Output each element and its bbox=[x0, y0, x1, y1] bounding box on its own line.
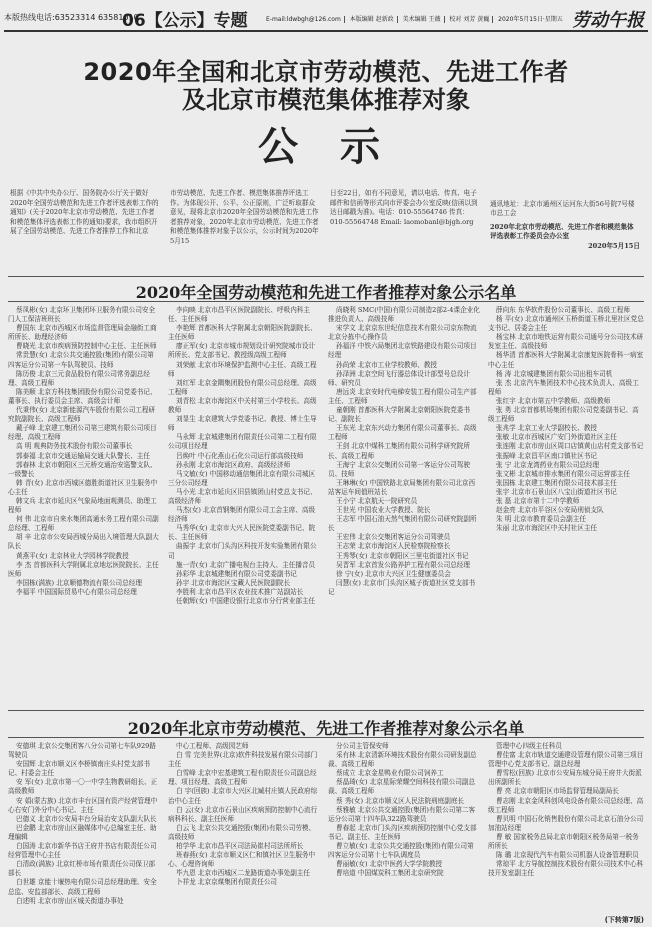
header-info bbox=[266, 14, 563, 23]
nominee-entry: 白云飞 北京公共交通控股(集团)有限公司劳模、高级技师 bbox=[168, 823, 316, 841]
nominee-entry: 李 杰 首都医科大学附属北京地坛医院院长、主任医师 bbox=[8, 560, 159, 578]
nominee-entry: 马小光 北京市延庆区旧县镇团山村党总支书记、高级经济师 bbox=[168, 487, 317, 505]
nominee-entry: 曹晓光 北京市疾病预防控制中心主任、主任医师 bbox=[16, 342, 157, 351]
nominee-entry: 白 雪 完美世界(北京)软件科技发展有限公司部门主任 bbox=[168, 751, 318, 769]
hotline-text: 本版热线电话:63523314 63581010 bbox=[4, 13, 139, 22]
nominee-entry: 朱丽 北京市海淀区中关村社区主任 bbox=[496, 524, 598, 533]
national-list-column-4 bbox=[488, 306, 644, 702]
nominee-entry: 薛向东 东华软件股份公司董事长、高级工程师 bbox=[496, 306, 630, 314]
intro-column-3: 日至22日，如有不同意见，请以电话、传真、电子邮件和信函等形式向市评委会办公室反映(信函以到达日邮戳为准)。电话：010-55564746 传真：010-55564748 Email: laomobanl@bjgh.org bbox=[330, 189, 478, 226]
nominee-entry: 王志荣 北京市海淀区人民检察院检察长 bbox=[336, 542, 451, 551]
nominee-entry: 张 杰 北京汽车集团技术中心技术负责人、高级工程师 bbox=[488, 378, 639, 396]
editor-text: 本版编辑 赵新政 bbox=[349, 16, 394, 23]
nominee-entry: 孙泽洲 北京空间飞行器总体设计部型号总设计师、研究员 bbox=[328, 369, 470, 387]
nominee-entry: 何 伟 北京市自来水集团高通水务工程有限公司副总经理、工程师 bbox=[8, 515, 159, 533]
nominee-entry: 杨宝林 北京市地铁运营有限公司通号分公司技术研发室主任、高级技师 bbox=[488, 333, 644, 351]
email-text: E-mail:ldwbgh@126.com bbox=[266, 16, 341, 23]
nominee-entry: 黄燕平(女) 北京林业大学园林学院教授 bbox=[16, 551, 129, 560]
nominee-entry: 李国栋(满族) 北京顺德物流有限公司总经理 bbox=[16, 578, 142, 587]
nominee-entry: 张文彬 北京城市排水集团有限公司运营部主任 bbox=[496, 469, 630, 478]
nominee-entry: 安 军(女) 北京市第一〇一中学生物教研组长、正高级教师 bbox=[8, 778, 158, 796]
mailing-address: 通讯地址：北京市通州区运河东大街56号院7号楼市总工会 bbox=[490, 200, 635, 218]
nominee-entry: 卜祥龙 北京京煤集团有限责任公司 bbox=[176, 878, 278, 887]
nominee-entry: 童朝刚 首都医科大学附属北京朝阳医院党委书记、副院长 bbox=[328, 406, 470, 424]
nominee-entry: 代秉伟(女) 北京新能源汽车股份有限公司工程研究院副院长、高级工程师 bbox=[8, 406, 156, 424]
nominee-entry: 杨 涛 北京城建集团有限公司出租车司机 bbox=[496, 369, 613, 378]
nominee-entry: 王海宁 北京公交集团公司第一客运分公司驾驶员、技师 bbox=[328, 460, 470, 478]
nominee-entry: 吴晋军 北京首发公路养护工程有限公司总经理 bbox=[336, 560, 470, 569]
nominee-entry: 王剑 北京中煤科工集团有限公司科学研究院所长、高级工程师 bbox=[328, 442, 470, 460]
nominee-entry: 孙永刚 北京市海淀区政府、高级经济师 bbox=[176, 460, 291, 469]
nominee-entry: 孙福洋 中铁六局集团北京铁路建设有限公司项目经理 bbox=[328, 342, 477, 360]
notice-date: 2020年5月15日 bbox=[588, 241, 640, 250]
beijing-list-column-3 bbox=[328, 742, 480, 922]
nominee-entry: 马杰(女) 北京首钢集团有限公司工会主席、高级经济师 bbox=[168, 506, 316, 524]
nominee-entry: 朱 明 北京市教育委员会副主任 bbox=[496, 515, 586, 524]
nominee-entry: 张宇 北京市石景山区八宝山街道社区书记 bbox=[496, 487, 617, 496]
committee-office: 2020年北京市劳动模范、先进工作者和模范集体评选表彰工作委员会办公室 bbox=[490, 222, 634, 241]
intro-contact-note bbox=[490, 200, 640, 251]
nominee-entry: 吕焕叶 中石化燕山石化公司运行部高级技师 bbox=[176, 451, 304, 460]
nominee-entry: 陈美顺 北京方科技集团股份有限公司党委书记、董事长、执行委员会主席、高级会计师 bbox=[8, 387, 157, 405]
nominee-entry: 张红宇 北京市第五中学教师、高级教师 bbox=[496, 396, 611, 405]
nominee-entry: 刘红军 北京金隅集团股份有限公司总经理、高级工程师 bbox=[168, 378, 317, 396]
nominee-entry: 王琳琳(女) 中国铁路北京局集团有限公司北京西站客运车间值班站长 bbox=[328, 478, 476, 496]
nominee-entry: 采有林 北京清新环境技术股份有限公司研发副总裁、高级工程师 bbox=[328, 751, 477, 769]
nominee-entry: 常琼平 北方导航控制技术股份有限公司技术中心科技开发室副主任 bbox=[488, 860, 644, 878]
main-title-line1: 2020年全国和北京市劳动模范、先进工作者 bbox=[83, 58, 569, 86]
nominee-entry: 孙尚荣 北京市工业学校教师、教授 bbox=[336, 360, 438, 369]
main-title-gongshi: 公 示 bbox=[258, 124, 394, 170]
nominee-entry: 胡 辛 北京市公安局西城分局出入境管理大队副大队长 bbox=[8, 533, 159, 551]
nominee-entry: 安德琪 北京公交集团客八分公司第七车队929路驾驶员 bbox=[8, 742, 156, 760]
national-list-column-1 bbox=[8, 306, 160, 702]
nominee-entry: 王世光 中国农业大学教授、院长 bbox=[336, 506, 431, 515]
nominee-entry: 蔡成立 北京金星鸭业有限公司饲养工 bbox=[336, 769, 444, 778]
nominee-entry: 马文敏(女) 中国移动通信集团北京有限公司城区三分公司经理 bbox=[168, 469, 316, 487]
main-title-line2: 及北京市模范集体推荐对象 bbox=[182, 86, 470, 114]
nominee-entry: 王小宁 北京航天一院研究员 bbox=[336, 496, 418, 505]
page-label: 06【公示】专题 bbox=[122, 11, 248, 31]
nominee-entry: 曹贝明 中国石化销售股份有限公司北京石油分公司加油站经理 bbox=[488, 814, 644, 832]
nominee-entry: 柏学华 北京市昌平区司法局崔村司法所所长 bbox=[176, 842, 304, 851]
nominee-entry: 曹雪松(回族) 北京市公安局东城分局王府井大街派出所副所长 bbox=[488, 769, 642, 787]
nominee-entry: 张兆学 北京工业大学副校长、教授 bbox=[496, 424, 598, 433]
divider bbox=[8, 276, 644, 277]
nominee-entry: 安国辉 北京市顺义区李桥镇南庄头村党支部书记、村委会主任 bbox=[8, 760, 150, 778]
nominee-entry: 曹培道 中国煤炭科工集团北京研究院 bbox=[336, 869, 444, 878]
nominee-entry: 王宏伟 北京公交集团客运分公司驾驶员 bbox=[336, 533, 451, 542]
newspaper-logo: 劳动午报 bbox=[572, 10, 644, 31]
section-heading-national: 2020年全国劳动模范和先进工作者推荐对象公示名单 bbox=[135, 283, 517, 302]
nominee-entry: 曹丽敏(女) 北京中医药大学学院教授 bbox=[336, 860, 443, 869]
nominee-entry: 张连刚 北京市房山区周口店镇黄山店村党支部书记 bbox=[496, 442, 644, 451]
nominee-entry: 尚晓利 SMC(中国)有限公司制造2部2-4课企业化推进负责人、高级技师 bbox=[328, 306, 480, 324]
nominee-entry: 蔡凤彬(女) 北京环卫集团环卫服务有限公司安全门人工保洁班班长 bbox=[8, 306, 156, 324]
nominee-entry: 韩 青(女) 北京市西城区德胜街道社区卫生服务中心主任 bbox=[8, 478, 158, 496]
nominee-entry: 蔡晶琦(女) 北京星际荣耀空间科技有限公司副总裁、高级工程师 bbox=[328, 778, 476, 796]
nominee-entry: 郭泰福 北京市交通运输局交通大队警长、主任 bbox=[16, 451, 150, 460]
nominee-entry: 管理中心四级主任科员 bbox=[496, 742, 562, 750]
continued-note: (下转第7版) bbox=[604, 916, 644, 924]
proofreader-text: 校对 刘芳 黄巍 bbox=[449, 16, 490, 23]
nominee-entry: 张振峰 北京昌平区南口镇社区书记 bbox=[496, 451, 598, 460]
nominee-entry: 孙宇 北京市海淀区宝藏人民医院副院长 bbox=[176, 578, 291, 587]
divider bbox=[8, 737, 644, 738]
nominee-entry: 刘荣献 北京市环境保护监测中心主任、高级工程师 bbox=[168, 360, 317, 378]
nominee-entry: 闫慧(女) 北京市门头沟区城子街道社区党支部书记 bbox=[328, 578, 476, 596]
nominee-entry: 张 磊 北京市第十二中学教师 bbox=[496, 496, 580, 505]
nominee-entry: 曹立敏(女) 北京公共交通控股(集团)有限公司第四客运分公司第十七车队调度员 bbox=[328, 842, 474, 860]
nominee-entry: 中心工程师、高级园艺师 bbox=[176, 742, 249, 750]
nominee-entry: 张国栋 北京建工集团有限公司技术部主任 bbox=[496, 478, 617, 487]
nominee-entry: 白述明 北京市房山区城关街道办事处 bbox=[16, 896, 124, 905]
nominee-entry: 常贵慧(女) 北京公共交通控股(集团)有限公司第四客运分公司第一车队驾驶员、技师 bbox=[8, 351, 154, 369]
nominee-entry: 白 云(女) 北京市石景山区疾病预防控制中心流行病科科长、副主任医师 bbox=[168, 805, 318, 823]
nominee-entry: 马秀华(女) 北京市大兴人民医院党委副书记、院长、主任医师 bbox=[168, 524, 316, 542]
nominee-entry: 毕九恩 北京市西城区二龙路街道办事处副主任 bbox=[176, 869, 310, 878]
nominee-entry: 巴德义 北京市公安局丰台分局治安支队副大队长 bbox=[16, 814, 157, 823]
nominee-entry: 蔡 秀(女) 北京市顺义区人民法院刑庭副庭长 bbox=[336, 796, 465, 805]
nominee-entry: 张 勇 北京首都机场集团有限公司党委副书记、高级工程师 bbox=[488, 406, 639, 424]
nominee-entry: 安 娟(蒙古族) 北京市丰台区国有资产经营管理中心右安门外分中心书记、主任 bbox=[8, 796, 158, 814]
nominee-entry: 刘显生 北京建筑大学党委书记、教授、博士生导师 bbox=[168, 415, 317, 433]
nominee-entry: 李胜利 北京市昌平区农业技术推广站副站长 bbox=[176, 587, 304, 596]
nominee-entry: 杨华清 首都医科大学附属北京康复医院骨科一病室中心主任 bbox=[488, 351, 644, 369]
art-editor-text: 美术编辑 王薇 bbox=[402, 16, 441, 23]
nominee-entry: 杨 平(女) 北京市通州区玉桥街道玉桥北里社区党总支书记、居委会主任 bbox=[488, 315, 644, 333]
nominee-entry: 徐 宁(女) 北京市大兴区卫生健康委员会 bbox=[336, 569, 451, 578]
nominee-entry: 刘青松 北京市海淀区中关村第三小学校长、高级教师 bbox=[168, 396, 317, 415]
date-text: 2020年5月15日·星期五 bbox=[498, 16, 563, 23]
nominee-entry: 曹春起 北京市门头沟区疾病预防控制中心党支部书记、副主任、主任医师 bbox=[328, 823, 477, 841]
nominee-entry: 蔡雅敏 北京公共交通控股(集团)有限公司第二客运分公司第十四车队322路驾驶员 bbox=[328, 805, 476, 823]
nominee-entry: 孙彩华 北京城建集团有限公司党委副书记 bbox=[176, 569, 297, 578]
nominee-entry: 陈 璐 北京现代汽车有限公司机器人设备管理职员 bbox=[496, 851, 639, 860]
divider bbox=[8, 301, 644, 302]
nominee-entry: 韩文兵 北京市延庆区气象局地面观测员、助理工程师 bbox=[8, 496, 157, 515]
beijing-list-column-2 bbox=[168, 742, 320, 922]
beijing-list-column-4 bbox=[488, 742, 644, 914]
nominee-entry: 曹 敏 国家税务总局北京市朝阳区税务局第一税务所所长 bbox=[488, 832, 639, 851]
nominee-entry: 王东光 北京东兴动力集团有限公司董事长、高级工程师 bbox=[328, 424, 477, 442]
national-list-column-2 bbox=[168, 306, 320, 702]
nominee-entry: 巴金鹏 北京市房山区融媒体中心总编室主任、助理编辑 bbox=[8, 823, 157, 841]
nominee-entry: 白清政(满族) 北京红桥市场有限责任公司保卫部部长 bbox=[8, 860, 156, 878]
nominee-entry: 曹佳富 北京市轨道交通建设管理有限公司第三项目管理中心党支部书记、副总经理 bbox=[488, 751, 644, 769]
nominee-entry: 曹 亮 北京市朝阳区市场监督管理局副局长 bbox=[496, 787, 619, 796]
nominee-entry: 王志军 中国石油天然气集团有限公司研究院副所长 bbox=[328, 515, 477, 533]
nominee-entry: 曹国东 北京市西城区市场监督管理局金融街工商所所长、助理经济师 bbox=[8, 324, 157, 342]
nominee-entry: 戴子峰 北京建工集团公司第三建筑有限公司项目经理、高级工程师 bbox=[8, 424, 157, 442]
nominee-entry: 郭春林 北京市朝阳区三元桥交通治安巡警支队、一级警长 bbox=[8, 460, 157, 478]
nominee-entry: 唐远炎 北京安时代电梯安装工程有限公司生产部主任、工程师 bbox=[328, 387, 477, 405]
divider bbox=[8, 710, 644, 711]
nominee-entry: 廖正军(女) 北京市城市规划设计研究院城市设计所所长、党支部书记、教授级高级工程师 bbox=[168, 342, 316, 360]
nominee-entry: 白雪峰 北京中宏基建筑工程有限责任公司副总经理、项目经理、高级工程师 bbox=[168, 769, 317, 787]
nominee-entry: 李艳辉 首都医科大学附属北京朝阳医院副院长、主任医师 bbox=[168, 324, 317, 342]
nominee-entry: 高 明 观典防务技术股份有限公司董事长 bbox=[16, 442, 133, 451]
intro-column-1: 根据《中共中央办公厅、国务院办公厅关于做好2020年全国劳动模范和先进工作者评选表彰工作的通知》(关于2020年北京市劳动模范、先进工作者和模范集体评选表彰工作的通知)要求，我市组织开展了全国劳动模范、先进工作者推荐工作和北京 bbox=[10, 189, 159, 236]
nominee-entry: 分公司主管保安师 bbox=[336, 742, 389, 750]
beijing-list-column-1 bbox=[8, 742, 160, 922]
nominee-entry: 班春燕(女) 北京市顺义区仁和镇社区卫生服务中心、心理咨询师 bbox=[168, 851, 316, 869]
nominee-entry: 李向映 北京市昌平区医院副院长、呼吸内科主任、主任医师 bbox=[168, 306, 310, 324]
nominee-entry: 曹志刚 北京金风科创风电设备有限公司总经理、高级工程师 bbox=[488, 796, 644, 814]
nominee-entry: 施一青(女) 北京广播电视台主持人、主任播音员 bbox=[176, 560, 316, 569]
nominee-entry: 白 宇(回族) 北京市大兴区北臧村庄镇人民政府综治中心主任 bbox=[168, 787, 318, 805]
page-header bbox=[4, 4, 648, 32]
nominee-entry: 白国涛 北京市新华书店王府井书店有限责任公司经营管理中心主任 bbox=[8, 842, 157, 860]
nominee-entry: 宋学文 北京京东世纪信息技术有限公司京东物流北京分拣中心操作员 bbox=[328, 324, 477, 342]
nominee-entry: 任朝辉(女) 中国建设银行北京市分行营业部主任 bbox=[176, 597, 316, 605]
nominee-entry: 张敏 北京市西城区广安门外街道社区主任 bbox=[496, 433, 617, 442]
nominee-entry: 李福平 中国国际贸易中心有限公司总经理 bbox=[16, 587, 137, 596]
nominee-entry: 陈历俊 北京三元食品股份有限公司常务副总经理、高级工程师 bbox=[8, 369, 150, 387]
nominee-entry: 曲振宇 北京市门头沟区科技开发实验集团有限公司 bbox=[168, 542, 317, 560]
national-list-column-3 bbox=[328, 306, 480, 702]
nominee-entry: 王秀琴(女) 北京市朝阳区三里屯街道社区书记 bbox=[336, 551, 469, 560]
intro-column-2: 市劳动模范、先进工作者、模范集体推荐评选工作。为体现公开、公平、公正原则，广泛听取群众意见，现将北京市2020年全国劳动模范和先进工作者推荐对象，2020年北京市劳动模范、先进工作者和模范集体推荐对象予以公示，公示时间为2020年5月15 bbox=[170, 189, 319, 245]
nominee-entry: 马永辉 北京城建集团有限责任公司第二工程有限公司项目经理 bbox=[168, 433, 317, 451]
nominee-entry: 赵金亮 北京市平谷区公安局刑侦支队 bbox=[496, 506, 604, 515]
nominee-entry: 张 宁 北京龙湾药业有限公司总经理 bbox=[496, 460, 600, 469]
nominee-entry: 白世雄 京能十堰热电有限公司总经理助理、安全总监、安监部部长、高级工程师 bbox=[8, 878, 157, 896]
section-heading-beijing: 2020年北京市劳动模范、先进工作者推荐对象公示名单 bbox=[127, 719, 525, 738]
